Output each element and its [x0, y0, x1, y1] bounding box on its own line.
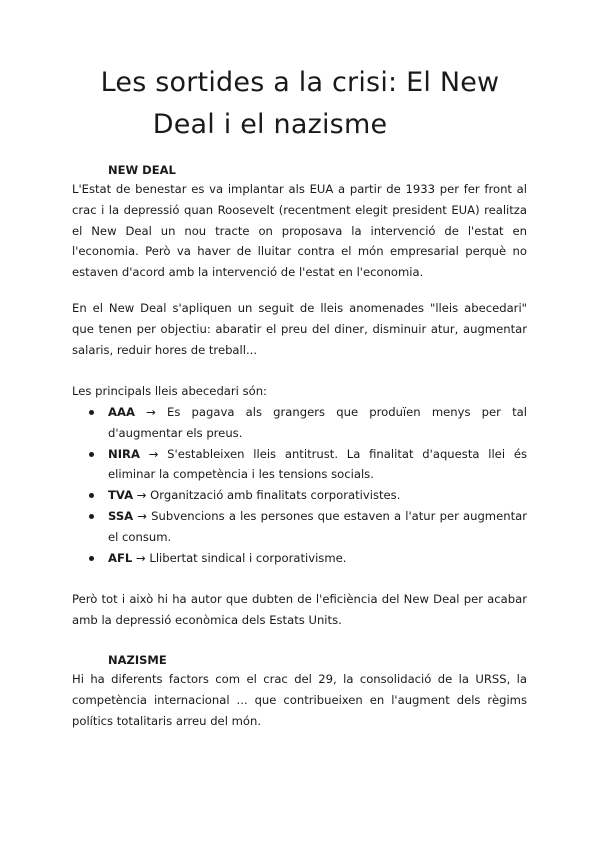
law-description: → Llibertat sindical i corporativisme. [132, 550, 347, 565]
new-deal-heading: NEW DEAL [108, 163, 176, 177]
new-deal-intro-paragraph: L'Estat de benestar es va implantar als EUA a partir de 1933 per fer front al crac i la depressió quan Roosevelt (recentment elegit president EUA) realitza el New Deal un nou tracte on proposava la intervenció de l'estat en l'economia. Però va haver de lluitar contra el món empresarial perquè no estaven d'acord amb la intervenció de l'estat en l'economia. [72, 182, 527, 280]
law-description: → Organització amb finalitats corporativistes. [133, 488, 401, 503]
law-name: SSA [108, 508, 134, 523]
bullet-icon [89, 410, 94, 415]
list-item [72, 444, 527, 486]
list-item [72, 548, 527, 569]
bullet-icon [89, 493, 94, 498]
title-line-2: Deal i el nazisme [152, 109, 388, 140]
law-name: TVA [108, 488, 134, 503]
conclusion-paragraph: Però tot i això hi ha autor que dubten de l'eficiència del New Deal per acabar amb la depressió econòmica dels Estats Units. [72, 592, 527, 627]
list-item [72, 402, 527, 444]
nazisme-intro-paragraph: Hi ha diferents factors com el crac del 29, la consolidació de la URSS, la competència internacional ... que contribueixen en l'augment dels règims polítics totalitaris arreu del món. [72, 672, 527, 728]
laws-list [72, 402, 527, 568]
title-line-1: Les sortides a la crisi: El New [100, 67, 500, 98]
list-intro-paragraph: Les principals lleis abecedari són: [72, 384, 267, 398]
law-description: → Es pagava als grangers que produïen menys per tal d'augmentar els preus. [108, 405, 527, 440]
page-title [72, 62, 528, 146]
law-name: AFL [108, 550, 133, 565]
law-description: → Subvencions a les persones que estaven a l'atur per augmentar el consum. [108, 508, 527, 544]
bullet-icon [89, 514, 94, 519]
laws-intro-paragraph: En el New Deal s'apliquen un seguit de lleis anomenades "lleis abecedari" que tenen per objectiu: abaratir el preu del diner, disminuir atur, augmentar salaris, reduir hores de treball... [72, 301, 527, 357]
list-item [72, 506, 527, 548]
bullet-icon [89, 452, 94, 457]
law-name: NIRA [108, 446, 140, 461]
list-item [72, 485, 527, 506]
nazisme-heading: NAZISME [108, 653, 167, 667]
law-description: → S'estableixen lleis antitrust. La finalitat d'aquesta llei és eliminar la competència i les tensions socials. [108, 446, 527, 482]
bullet-icon [89, 556, 94, 561]
law-name: AAA [108, 405, 135, 419]
